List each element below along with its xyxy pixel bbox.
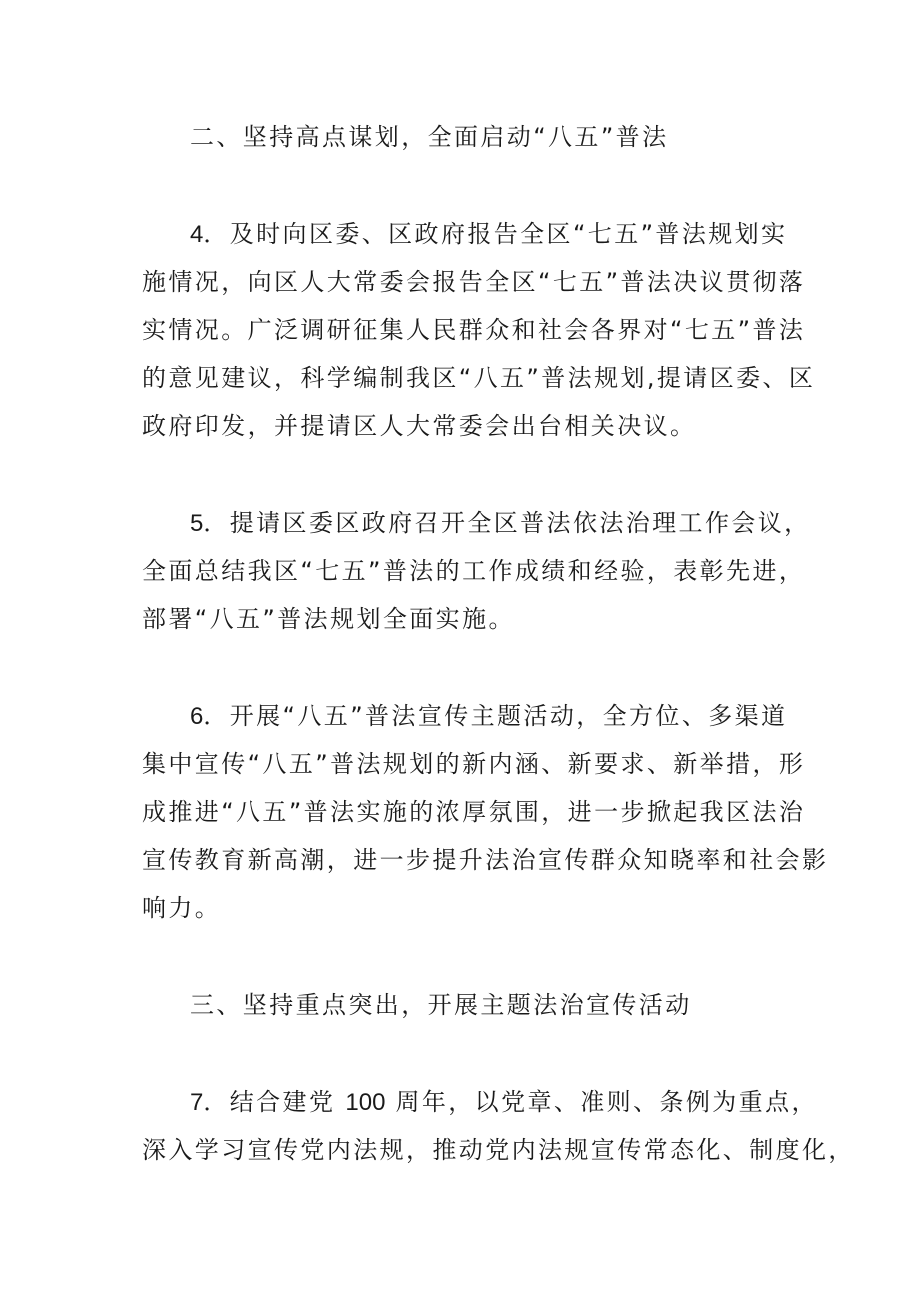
- item-7-year-number: 100: [345, 1089, 386, 1116]
- item-4-line-5: 政府印发，并提请区人大常委会出台相关决议。: [142, 412, 697, 440]
- item-7-line-1: [190, 1087, 818, 1118]
- item-6-line-1: [190, 701, 787, 732]
- item-5-line-2: 全面总结我区“七五”普法的工作成绩和经验，表彰先进，: [142, 557, 806, 585]
- item-5-line-3: 部署“八五”普法规划全面实施。: [142, 605, 515, 633]
- item-4-line-4: 的意见建议，科学编制我区“八五”普法规划,提请区委、区: [142, 364, 816, 392]
- item-7-text-a: ．结合建党: [203, 1088, 346, 1116]
- item-4-line-1: [190, 219, 787, 250]
- item-7-line-2: 深入学习宣传党内法规，推动党内法规宣传常态化、制度化，: [142, 1136, 855, 1164]
- item-6-line-2: 集中宣传“八五”普法规划的新内涵、新要求、新举措，形: [142, 750, 806, 778]
- item-6-line-3: 成推进“八五”普法实施的浓厚氛围，进一步掀起我区法治: [142, 798, 806, 826]
- item-4-line-3: 实情况。广泛调研征集人民群众和社会各界对“七五”普法: [142, 316, 806, 344]
- item-4-text: ．及时向区委、区政府报告全区“七五”普法规划实: [203, 220, 788, 248]
- item-7-text-b: 周年，以党章、准则、条例为重点，: [385, 1088, 818, 1116]
- section-heading-2: 二、坚持高点谋划，全面启动“八五”普法: [190, 123, 669, 151]
- item-5-number: 5: [190, 510, 204, 537]
- section-heading-3: 三、坚持重点突出，开展主题法治宣传活动: [190, 991, 692, 1019]
- item-4-line-2: 施情况，向区人大常委会报告全区“七五”普法决议贯彻落: [142, 268, 806, 296]
- item-6-text: ．开展“八五”普法宣传主题活动，全方位、多渠道: [203, 702, 788, 730]
- item-6-number: 6: [190, 703, 204, 730]
- item-6-line-4: 宣传教育新高潮，进一步提升法治宣传群众知晓率和社会影: [142, 846, 829, 874]
- item-7-number: 7: [190, 1089, 204, 1116]
- item-6-line-5: 响力。: [142, 894, 222, 922]
- item-5-text: ．提请区委区政府召开全区普法依法治理工作会议，: [203, 509, 811, 537]
- item-5-line-1: [190, 508, 811, 539]
- item-4-number: 4: [190, 221, 204, 248]
